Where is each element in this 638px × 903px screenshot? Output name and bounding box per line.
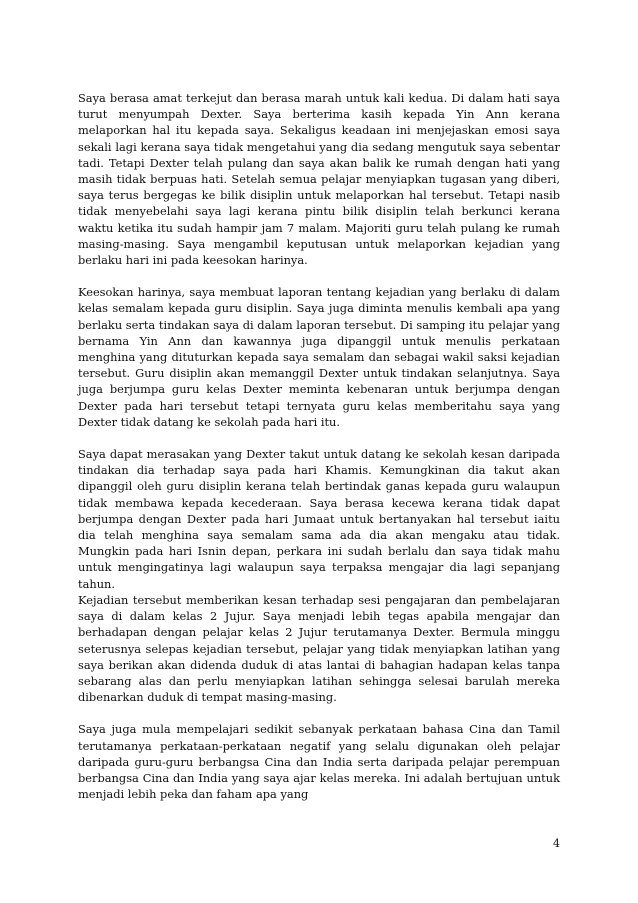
paragraph-1: Saya berasa amat terkejut dan berasa marah untuk kali kedua. Di dalam hati saya turut menyumpah Dexter. Saya berterima kasih kepada Yin Ann kerana melaporkan hal itu kepada saya. Sekaligus keadaan ini menjejaskan emosi saya sekali lagi kerana saya tidak mengetahui yang dia sedang mengutuk saya sebentar tadi. Tetapi Dexter telah pulang dan saya akan balik ke rumah dengan hati yang masih tidak berpuas hati. Setelah semua pelajar menyiapkan tugasan yang diberi, saya terus bergegas ke bilik disiplin untuk melaporkan hal tersebut. Tetapi nasib tidak menyebelahi saya lagi kerana pintu bilik disiplin telah berkunci kerana waktu ketika itu sudah hampir jam 7 malam. Majoriti guru telah pulang ke rumah masing-masing. Saya mengambil keputusan untuk melaporkan kejadian yang berlaku hari ini pada keesokan harinya. bbox=[78, 91, 560, 268]
paragraph-4: Kejadian tersebut memberikan kesan terhadap sesi pengajaran dan pembelajaran saya di dalam kelas 2 Jujur. Saya menjadi lebih tegas apabila mengajar dan berhadapan dengan pelajar kelas 2 Jujur terutamanya Dexter. Bermula minggu seterusnya selepas kejadian tersebut, pelajar yang tidak menyiapkan latihan yang saya berikan akan didenda duduk di atas lantai di bahagian hadapan kelas tanpa sebarang alas dan perlu menyiapkan latihan sehingga selesai barulah mereka dibenarkan duduk di tempat masing-masing. bbox=[78, 592, 560, 705]
page-number: 4 bbox=[553, 837, 560, 850]
paragraph-2: Keesokan harinya, saya membuat laporan tentang kejadian yang berlaku di dalam kelas semalam kepada guru disiplin. Saya juga diminta menulis kembali apa yang berlaku serta tindakan saya di dalam laporan tersebut. Di samping itu pelajar yang bernama Yin Ann dan kawannya juga dipanggil untuk menulis perkataan menghina yang dituturkan kepada saya semalam dan sebagai wakil saksi kejadian tersebut. Guru disiplin akan memanggil Dexter untuk tindakan selanjutnya. Saya juga berjumpa guru kelas Dexter meminta kebenaran untuk berjumpa dengan Dexter pada hari tersebut tetapi ternyata guru kelas memberitahu saya yang Dexter tidak datang ke sekolah pada hari itu. bbox=[78, 285, 560, 429]
paragraph-5: Saya juga mula mempelajari sedikit sebanyak perkataan bahasa Cina dan Tamil terutamanya perkataan-perkataan negatif yang selalu digunakan oleh pelajar daripada guru-guru berbangsa Cina dan India serta daripada pelajar perempuan berbangsa Cina dan India yang saya ajar kelas mereka. Ini adalah bertujuan untuk menjadi lebih peka dan faham apa yang bbox=[78, 722, 560, 802]
paragraph-3: Saya dapat merasakan yang Dexter takut untuk datang ke sekolah kesan daripada tindakan dia terhadap saya pada hari Khamis. Kemungkinan dia takut akan dipanggil oleh guru disiplin kerana telah bertindak ganas kepada guru walaupun tidak membawa kepada kecederaan. Saya berasa kecewa kerana tidak dapat berjumpa dengan Dexter pada hari Jumaat untuk bertanyakan hal tersebut iaitu dia telah menghina saya semalam sama ada dia akan mengaku atau tidak. Mungkin pada hari Isnin depan, perkara ini sudah berlalu dan saya tidak mahu untuk mengingatinya lagi walaupun saya terpaksa mengajar dia lagi sepanjang tahun. bbox=[78, 447, 560, 591]
body-text bbox=[78, 90, 560, 818]
